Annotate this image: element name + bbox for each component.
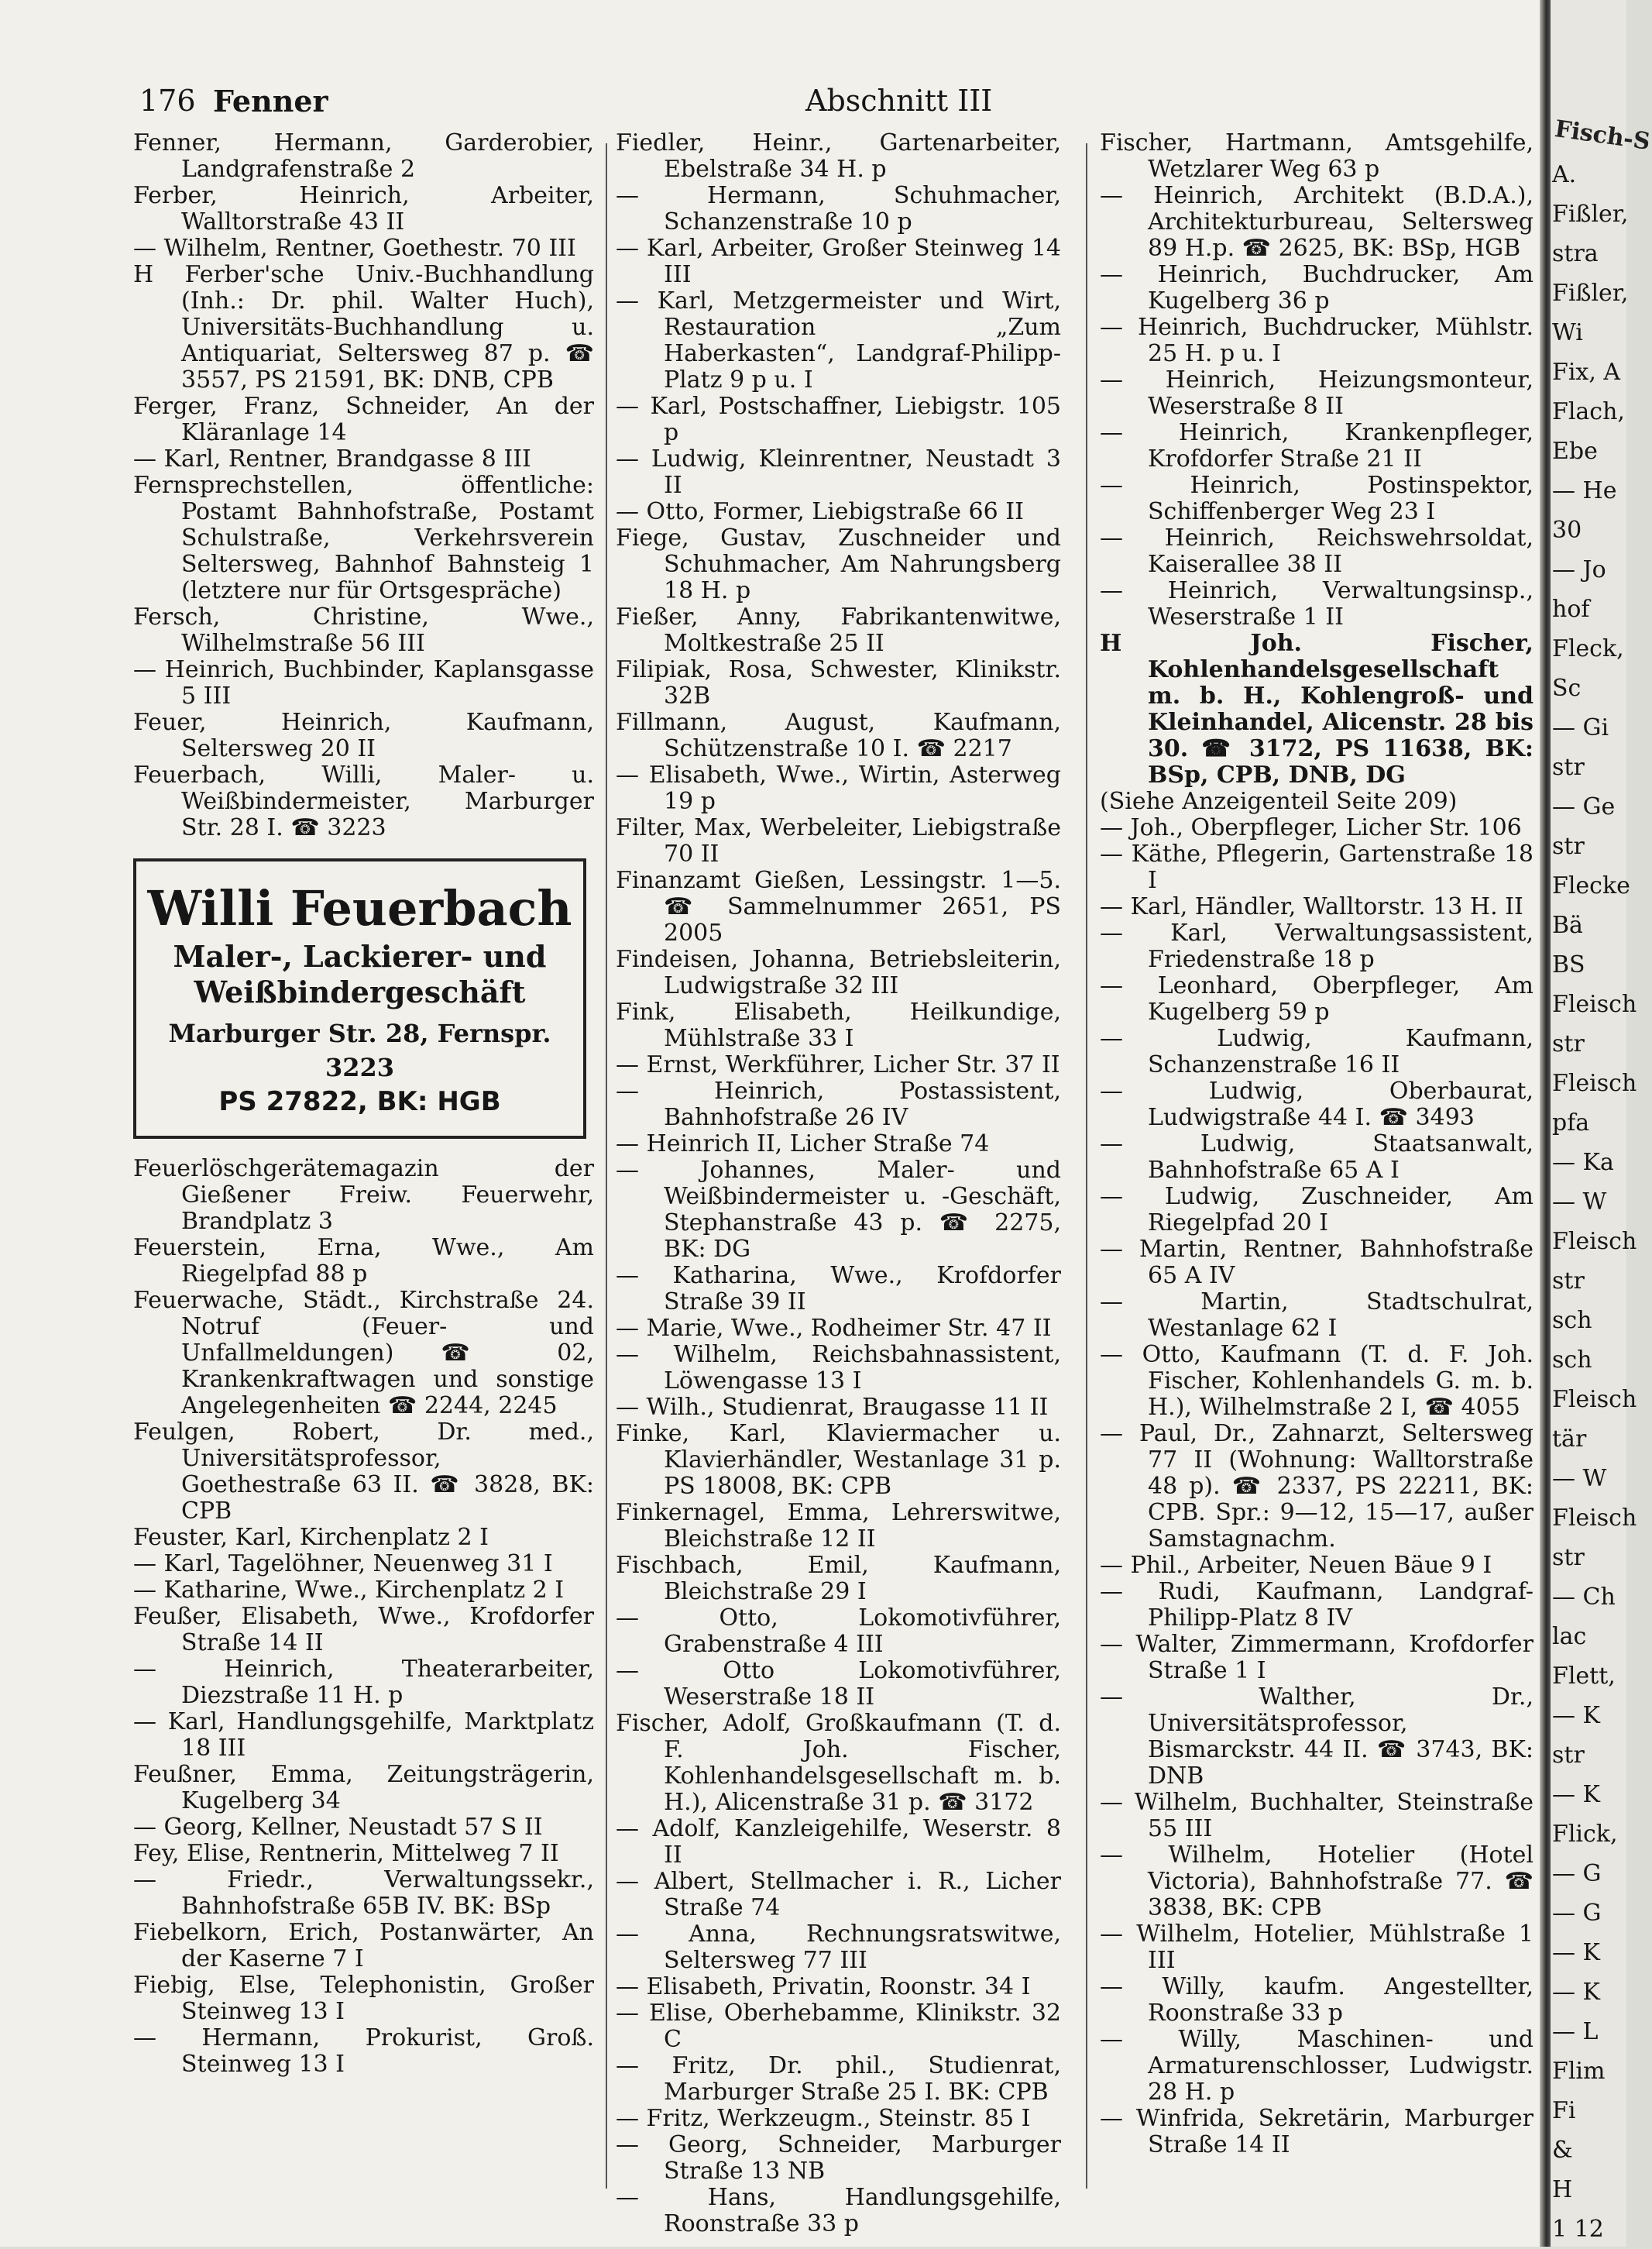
directory-entry: — Hermann, Schuhmacher, Schanzenstraße 10 p [616,182,1061,236]
directory-entry: — Karl, Rentner, Brandgasse 8 III [133,445,531,473]
directory-entry: Feußner, Emma, Zeitungsträgerin, Kugelberg 34 [133,1761,594,1814]
ad-bank-info: PS 27822, BK: HGB [218,1086,501,1117]
directory-entry: — Georg, Schneider, Marburger Straße 13 NB [616,2131,1061,2185]
directory-entry: — Hermann, Prokurist, Groß. Steinweg 13 I [133,2024,594,2078]
next-page-fragment: Flach, [1552,398,1625,425]
directory-entry: — Ludwig, Staatsanwalt, Bahnhofstraße 65 A I [1100,1130,1534,1184]
directory-entry: — Phil., Arbeiter, Neuen Bäue 9 I [1100,1552,1492,1579]
directory-entry: — Otto, Lokomotivführer, Grabenstraße 4 III [616,1604,1061,1658]
next-page-fragment: str [1552,833,1585,860]
next-page-fragment: Fi [1552,2097,1576,2124]
next-page-fragment: Fleisch [1552,1070,1637,1097]
next-page-fragment: Fleisch [1552,1228,1637,1255]
ad-business-name: Willi Feuerbach [147,880,572,937]
directory-entry: — Wilhelm, Buchhalter, Steinstraße 55 III [1100,1789,1534,1842]
directory-entry: — Heinrich, Verwaltungsinsp., Weserstraße 1 II [1100,577,1534,631]
directory-entry: Fersch, Christine, Wwe., Wilhelmstraße 56 III [133,604,594,657]
directory-entry: — Karl, Metzgermeister und Wirt, Restauration „Zum Haberkasten“, Landgraf-Philipp-Platz 9 p u. I [616,287,1061,394]
column-1 [133,130,594,2222]
next-page-fragment: — K [1552,1939,1600,1966]
next-page-fragment: Sc [1552,675,1582,702]
directory-entry: — Willy, Maschinen- und Armaturenschlosser, Ludwigstr. 28 H. p [1100,2026,1534,2106]
directory-entry: Feuerstein, Erna, Wwe., Am Riegelpfad 88 p [133,1234,594,1288]
next-page-fragment: — He [1552,477,1617,504]
next-page-fragment: Fleck, [1552,635,1624,662]
directory-entry: — Heinrich, Reichswehrsoldat, Kaiserallee 38 II [1100,524,1534,578]
directory-entry: — Heinrich, Buchbinder, Kaplansgasse 5 III [133,656,594,710]
directory-entry: Fiebig, Else, Telephonistin, Großer Steinweg 13 I [133,1972,594,2025]
directory-entry: — Heinrich II, Licher Straße 74 [616,1130,990,1157]
next-page-fragment: — Gi [1552,714,1609,741]
next-page-fragment: stra [1552,240,1599,267]
directory-entry: Fiebelkorn, Erich, Postanwärter, An der Kaserne 7 I [133,1919,594,1972]
directory-entry: (Siehe Anzeigenteil Seite 209) [1100,788,1458,815]
next-page-fragment: 30 [1552,517,1582,544]
directory-entry: Fiedler, Heinr., Gartenarbeiter, Ebelstraße 34 H. p [616,129,1061,183]
directory-entry: — Wilhelm, Hotelier (Hotel Victoria), Bahnhofstraße 77. ☎ 3838, BK: CPB [1100,1841,1534,1921]
directory-entry: — Paul, Dr., Zahnarzt, Seltersweg 77 II (Wohnung: Walltorstraße 48 p). ☎ 2337, PS 22211, BK: CPB. Spr.: 9—12, 15—17, außer Samstagnachm. [1100,1420,1534,1553]
next-page-fragment: Flett, [1552,1663,1616,1690]
directory-entry: — Karl, Handlungsgehilfe, Marktplatz 18 III [133,1708,594,1762]
directory-entry: Fenner, Hermann, Garderobier, Landgrafenstraße 2 [133,129,594,183]
directory-entry: Fischer, Adolf, Großkaufmann (T. d. F. Joh. Fischer, Kohlenhandelsgesellschaft m. b. H.), Alicenstraße 31 p. ☎ 3172 [616,1710,1061,1816]
column-2 [616,129,1061,2237]
column-divider [1086,143,1087,2189]
directory-entry: — Willy, kaufm. Angestellter, Roonstraße 33 p [1100,1973,1534,2027]
directory-entry: — Karl, Tagelöhner, Neuenweg 31 I [133,1550,553,1577]
ad-address: Marburger Str. 28, Fernspr. 3223 [168,1019,551,1082]
next-page-fragment: str [1552,1544,1585,1571]
directory-entry: Fießer, Anny, Fabrikantenwitwe, Moltkestraße 25 II [616,604,1061,657]
next-page-fragment: str [1552,1030,1585,1057]
directory-entry: Feuerbach, Willi, Maler- u. Weißbindermeister, Marburger Str. 28 I. ☎ 3223 [133,762,594,841]
next-page-fragment: lac [1552,1623,1587,1650]
directory-entry: — Johannes, Maler- und Weißbindermeister u. -Geschäft, Stephanstraße 43 p. ☎ 2275, BK: DG [616,1157,1061,1263]
directory-entry: Fiege, Gustav, Zuschneider und Schuhmacher, Am Nahrungsberg 18 H. p [616,524,1061,604]
next-page-fragment: — Jo [1552,556,1606,583]
next-page-fragment: Flecke [1552,872,1630,899]
directory-entry: — Heinrich, Postinspektor, Schiffenberger Weg 23 I [1100,472,1534,525]
directory-entry: — Käthe, Pflegerin, Gartenstraße 18 I [1100,841,1534,894]
next-page-head: Fisch-S [1553,115,1652,156]
page-number: 176 [139,84,196,118]
next-page-fragment: str [1552,754,1585,781]
directory-entry: Finanzamt Gießen, Lessingstr. 1—5. ☎ Sammelnummer 2651, PS 2005 [616,867,1061,947]
next-page-fragment: Fißler, [1552,201,1629,228]
next-page-fragment: — W [1552,1465,1607,1492]
next-page-fragment: pfa [1552,1109,1590,1137]
directory-entry: — Wilhelm, Rentner, Goethestr. 70 III [133,235,576,262]
directory-entry: Ferber, Heinrich, Arbeiter, Walltorstraße 43 II [133,182,594,236]
directory-entry: — Otto, Former, Liebigstraße 66 II [616,498,1024,525]
ad-trade: Maler-, Lackierer- und Weißbindergeschäft [173,939,547,1009]
next-page-fragment: Fix, A [1552,359,1621,386]
directory-entry: Filter, Max, Werbeleiter, Liebigstraße 70 II [616,814,1061,868]
directory-entry: Fernsprechstellen, öffentliche: Postamt Bahnhofstraße, Postamt Schulstraße, Verkehrsverein Seltersweg, Bahnhof Bahnsteig 1 (letztere nur für Ortsgespräche) [133,472,594,604]
column-3 [1100,130,1534,2222]
directory-entry: — Elise, Oberhebamme, Klinikstr. 32 C [616,2000,1061,2053]
directory-entry: Finke, Karl, Klaviermacher u. Klavierhändler, Westanlage 31 p. PS 18008, BK: CPB [616,1420,1061,1500]
directory-entry: — Otto Lokomotivführer, Weserstraße 18 II [616,1657,1061,1711]
next-page-fragment: str [1552,1742,1585,1769]
next-page-fragment: — K [1552,1979,1600,2006]
directory-entry: Feuer, Heinrich, Kaufmann, Seltersweg 20 II [133,709,594,762]
directory-entry: — Heinrich, Heizungsmonteur, Weserstraße 8 II [1100,366,1534,420]
directory-entry: Findeisen, Johanna, Betriebsleiterin, Ludwigstraße 32 III [616,946,1061,999]
next-page-fragment: — G [1552,1900,1602,1927]
column-divider [606,143,607,2189]
directory-entry: Feußer, Elisabeth, Wwe., Krofdorfer Straße 14 II [133,1603,594,1656]
directory-entry: — Walther, Dr., Universitätsprofessor, Bismarckstr. 44 II. ☎ 3743, BK: DNB [1100,1683,1534,1790]
directory-entry: — Adolf, Kanzleigehilfe, Weserstr. 8 II [616,1815,1061,1869]
directory-entry: Fischbach, Emil, Kaufmann, Bleichstraße 29 I [616,1552,1061,1605]
next-page-fragment: Fleisch [1552,1386,1637,1413]
directory-entry: Feulgen, Robert, Dr. med., Universitätsprofessor, Goethestraße 63 II. ☎ 3828, BK: CPB [133,1419,594,1525]
next-page-fragment: — K [1552,1702,1600,1729]
next-page-fragment: — L [1552,2018,1599,2045]
directory-entry: — Elisabeth, Privatin, Roonstr. 34 I [616,1973,1031,2000]
running-head: Fenner [213,84,328,119]
next-page-fragment: BS [1552,951,1585,978]
directory-entry: Ferger, Franz, Schneider, An der Kläranlage 14 [133,393,594,446]
directory-entry: — Ludwig, Kaufmann, Schanzenstraße 16 II [1100,1025,1534,1078]
directory-entry: — Joh., Oberpfleger, Licher Str. 106 [1100,814,1522,841]
directory-entry: — Wilhelm, Reichsbahnassistent, Löwengasse 13 I [616,1341,1061,1394]
next-page-fragment: sch [1552,1307,1592,1334]
next-page-fragment: Wi [1552,319,1583,346]
directory-entry: — Heinrich, Krankenpfleger, Krofdorfer Straße 21 II [1100,419,1534,473]
advertisement-box [133,858,586,1139]
next-page-fragment: Fißler, [1552,280,1629,307]
next-page-fragment: str [1552,1267,1585,1295]
directory-entry: Feuerwache, Städt., Kirchstraße 24. Notruf (Feuer- und Unfallmeldungen) ☎ 02, Krankenkraftwagen und sonstige Angelegenheiten ☎ 2244, 2245 [133,1287,594,1419]
next-page-fragment: Flim [1552,2058,1606,2085]
directory-entry: — Hans, Handlungsgehilfe, Roonstraße 33 p [616,2184,1061,2237]
directory-entry: — Heinrich, Architekt (B.D.A.), Architekturbureau, Seltersweg 89 H.p. ☎ 2625, BK: BSp, HGB [1100,182,1534,262]
next-page-fragment: Bä [1552,912,1583,939]
directory-entry: Fischer, Hartmann, Amtsgehilfe, Wetzlarer Weg 63 p [1100,129,1534,183]
directory-entry: — Georg, Kellner, Neustadt 57 S II [133,1814,543,1841]
directory-entry: — Winfrida, Sekretärin, Marburger Straße 14 II [1100,2105,1534,2158]
directory-entry: — Ludwig, Kleinrentner, Neustadt 3 II [616,445,1061,499]
directory-entry: Finkernagel, Emma, Lehrerswitwe, Bleichstraße 12 II [616,1499,1061,1553]
directory-entry: — Heinrich, Buchdrucker, Am Kugelberg 36 p [1100,261,1534,315]
next-page-fragment: Flick, [1552,1821,1618,1848]
directory-entry: — Heinrich, Buchdrucker, Mühlstr. 25 H. p u. I [1100,314,1534,367]
directory-entry: — Fritz, Dr. phil., Studienrat, Marburger Straße 25 I. BK: CPB [616,2052,1061,2106]
next-page-fragment: — G [1552,1860,1602,1887]
directory-entry: — Marie, Wwe., Rodheimer Str. 47 II [616,1315,1052,1342]
next-page-fragment: — Ch [1552,1584,1616,1611]
directory-entry: — Karl, Postschaffner, Liebigstr. 105 p [616,393,1061,446]
directory-entry: Feuerlöschgerätemagazin der Gießener Freiw. Feuerwehr, Brandplatz 3 [133,1155,594,1235]
directory-entry: — Elisabeth, Wwe., Wirtin, Asterweg 19 p [616,762,1061,815]
directory-entry: — Martin, Stadtschulrat, Westanlage 62 I [1100,1288,1534,1342]
next-page-fragment: Fleisch [1552,991,1637,1018]
directory-entry: — Katharine, Wwe., Kirchenplatz 2 I [133,1577,565,1604]
next-page-fragment: — K [1552,1781,1600,1808]
section-title: Abschnitt III [805,84,993,118]
directory-entry: — Anna, Rechnungsratswitwe, Seltersweg 77 III [616,1921,1061,1974]
directory-entry: Fey, Elise, Rentnerin, Mittelweg 7 II [133,1840,559,1867]
directory-entry: — Karl, Verwaltungsassistent, Friedenstraße 18 p [1100,920,1534,973]
directory-entry: — Leonhard, Oberpfleger, Am Kugelberg 59 p [1100,972,1534,1026]
directory-entry: H Joh. Fischer, Kohlenhandelsgesellschaft m. b. H., Kohlengroß- und Kleinhandel, Alicenstr. 28 bis 30. ☎ 3172, PS 11638, BK: BSp, CPB, DNB, DG [1100,630,1534,789]
directory-entry: Fink, Elisabeth, Heilkundige, Mühlstraße 33 I [616,999,1061,1052]
directory-entry: — Heinrich, Theaterarbeiter, Diezstraße 11 H. p [133,1656,594,1709]
directory-entry: — Ludwig, Zuschneider, Am Riegelpfad 20 I [1100,1183,1534,1236]
next-page-fragment: Ebe [1552,438,1598,465]
next-page-fragment: — Ge [1552,793,1616,820]
next-page-fragment: tär [1552,1425,1587,1453]
directory-entry: — Walter, Zimmermann, Krofdorfer Straße 1 I [1100,1631,1534,1684]
next-page-edge [1551,0,1652,2247]
directory-entry: — Otto, Kaufmann (T. d. F. Joh. Fischer, Kohlenhandels G. m. b. H.), Wilhelmstraße 2 I, ☎ 4055 [1100,1341,1534,1421]
directory-entry: — Rudi, Kaufmann, Landgraf-Philipp-Platz 8 IV [1100,1578,1534,1632]
next-page-fragment: sch [1552,1346,1592,1374]
next-page-fragment: A. [1552,161,1577,188]
directory-entry: — Karl, Händler, Walltorstr. 13 H. II [1100,893,1523,920]
directory-entry: Feuster, Karl, Kirchenplatz 2 I [133,1524,489,1551]
directory-entry: — Martin, Rentner, Bahnhofstraße 65 A IV [1100,1236,1534,1289]
directory-entry: — Ernst, Werkführer, Licher Str. 37 II [616,1051,1060,1078]
directory-entry: — Fritz, Werkzeugm., Steinstr. 85 I [616,2105,1031,2132]
next-page-fragment: hof [1552,596,1590,623]
next-page-fragment: 1 12 [1552,2216,1604,2243]
directory-entry: Fillmann, August, Kaufmann, Schützenstraße 10 I. ☎ 2217 [616,709,1061,762]
directory-entry: — Friedr., Verwaltungssekr., Bahnhofstraße 65B IV. BK: BSp [133,1866,594,1920]
directory-entry: — Albert, Stellmacher i. R., Licher Straße 74 [616,1868,1061,1921]
directory-entry: — Wilhelm, Hotelier, Mühlstraße 1 III [1100,1921,1534,1974]
directory-entry: — Wilh., Studienrat, Braugasse 11 II [616,1394,1049,1421]
directory-entry: — Heinrich, Postassistent, Bahnhofstraße 26 IV [616,1078,1061,1131]
directory-entry: — Katharina, Wwe., Krofdorfer Straße 39 II [616,1262,1061,1315]
book-spine [1540,0,1551,2247]
next-page-fragment: — W [1552,1188,1607,1216]
page-header [139,84,1534,122]
next-page-fragment: Fleisch [1552,1504,1637,1532]
next-page-fragment: — Ka [1552,1149,1614,1176]
next-page-fragment: & [1552,2137,1573,2164]
directory-entry: Filipiak, Rosa, Schwester, Klinikstr. 32B [616,656,1061,710]
directory-entry: — Ludwig, Oberbaurat, Ludwigstraße 44 I. ☎ 3493 [1100,1078,1534,1131]
directory-entry: H Ferber'sche Univ.-Buchhandlung (Inh.: Dr. phil. Walter Huch), Universitäts-Buchhandlung u. Antiquariat, Seltersweg 87 p. ☎ 3557, PS 21591, BK: DNB, CPB [133,261,594,394]
directory-entry: — Karl, Arbeiter, Großer Steinweg 14 III [616,235,1061,288]
next-page-fragment: H [1552,2176,1573,2203]
